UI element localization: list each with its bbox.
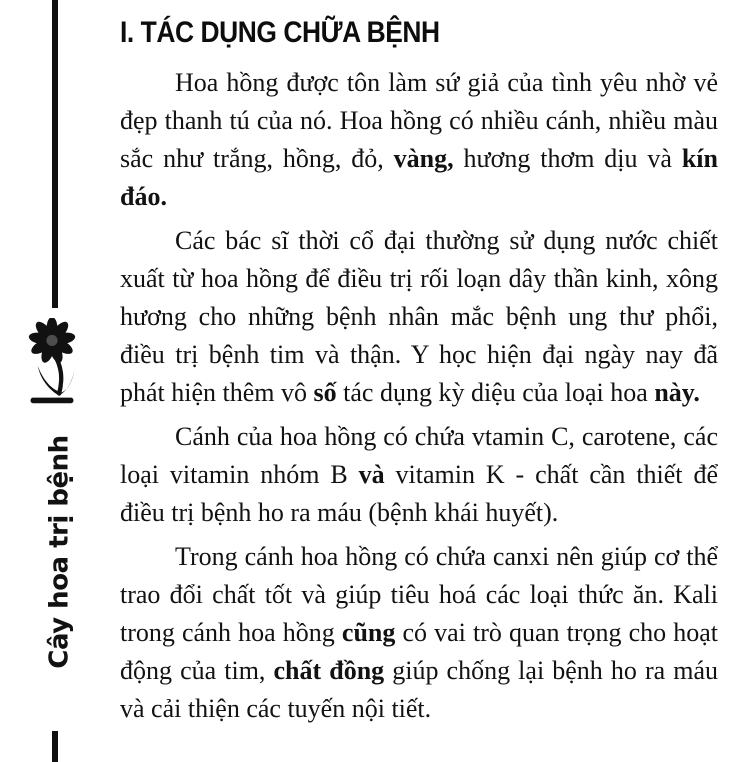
spine-vertical-label: Cây hoa trị bệnh [45,435,75,669]
paragraph [120,538,718,728]
bold-text-run: số [313,378,337,407]
text-run: hương thơm dịu và [453,144,682,173]
paragraph [120,222,718,412]
bold-text-run: vàng, [393,144,454,173]
text-run: Hoa hồng được tôn làm sứ giả của tình yêu nhờ vẻ đẹp thanh tú của nó. Hoa hồng có nhiều cánh, nhiều màu sắc như trắng, hồng, đỏ, [120,68,718,173]
bold-text-run: cũng [341,618,396,647]
text-run: vitamin K - chất cần thiết để điều trị bệnh ho ra máu (bệnh khái huyết). [120,460,718,527]
paragraph [120,64,718,216]
text-run: Các bác sĩ thời cổ đại thường sử dụng nước chiết xuất từ hoa hồng để điều trị rối loạn dây thần kinh, xông hương cho những bệnh nhân mắc bệnh ung thư phổi, điều trị bệnh tim và thận. Y học hiện đại ngày nay đã phát hiện thêm vô [120,226,718,407]
section-title: I. TÁC DỤNG CHỮA BỆNH [120,16,440,49]
body-paragraphs [120,64,718,728]
flower-icon [24,318,80,414]
bold-text-run: này. [654,378,700,407]
bold-text-run: chất đồng [273,656,385,685]
text-run: có vai trò quan trọng cho hoạt động của tim, [120,618,718,685]
text-run: Cánh của hoa hồng có chứa vtamin C, carotene, các loại vitamin nhóm B [120,422,718,489]
text-run: giúp chống lại bệnh ho ra máu và cải thiện các tuyến nội tiết. [120,656,718,723]
bold-text-run: kín đáo. [120,144,718,211]
vertical-rule-top [52,0,58,308]
spine-label-box [38,435,82,669]
vertical-rule-bottom [52,731,58,762]
text-run: Trong cánh hoa hồng có chứa canxi nên giúp cơ thể trao đổi chất tốt và giúp tiêu hoá các loại thức ăn. Kali trong cánh hoa hồng [120,542,718,647]
text-column [120,16,718,734]
paragraph [120,418,718,532]
text-run: tác dụng kỳ diệu của loại hoa [336,378,655,407]
bold-text-run: và [358,460,385,489]
